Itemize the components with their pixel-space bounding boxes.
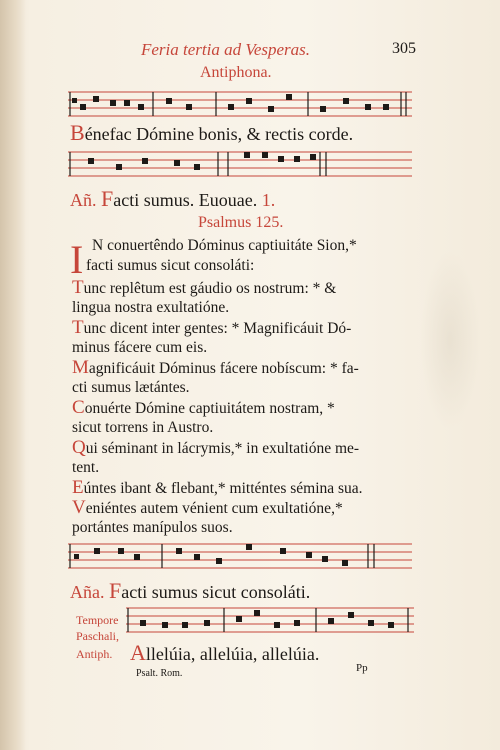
page-number: 305 <box>392 40 416 57</box>
paper-stain <box>420 250 480 430</box>
psalm-big-initial: I <box>70 237 84 282</box>
psalm-verse-line-10: sicut torrens in Austro. <box>72 419 214 436</box>
paschal-note-line-1: Tempore <box>76 613 119 627</box>
psalm-verse-line-12: tent. <box>72 459 100 476</box>
paschal-antiphon-initial: A <box>130 640 146 665</box>
psalm-verse-line-15: portántes manípulos suos. <box>72 519 233 536</box>
psalm-verse-text: unc replêtum est gáudio os nostrum: * & <box>83 280 337 297</box>
psalm-verse-initial: C <box>72 397 85 418</box>
psalm-verse-line-9 <box>72 398 335 419</box>
psalm-verse-initial: Q <box>72 437 86 458</box>
antiphon-1-line <box>70 122 353 145</box>
psalm-verse-line-14 <box>72 498 343 519</box>
psalm-verse-initial: T <box>72 277 84 298</box>
paschal-note-line-3: Antiph. <box>76 647 113 661</box>
psalm-verse-line-4: lingua nostra exultatióne. <box>72 299 230 316</box>
antiphon-3-initial: F <box>109 578 122 603</box>
psalm-verse-text: ui séminant in lácrymis,* in exultatióne me- <box>85 440 360 457</box>
psalm-verse-line-7 <box>72 358 359 379</box>
antiphon-1-text: énefac Dómine bonis, & rectis corde. <box>84 124 354 144</box>
paschal-note-line-2: Paschali, <box>76 629 119 643</box>
antiphona-heading: Antiphona. <box>200 64 272 81</box>
psalm-verse-line-3 <box>72 278 336 299</box>
psalm-verse-line-11 <box>72 438 359 459</box>
antiphon-2-text: acti sumus. Euouae. <box>113 190 258 210</box>
psalm-verse-line-6: minus fácere cum eis. <box>72 339 208 356</box>
psalm-verse-text: agnificáuit Dóminus fácere nobíscum: * fa- <box>88 360 359 377</box>
psalm-verse-initial: T <box>72 317 84 338</box>
paschal-antiphon-text: llelúia, allelúia, allelúia. <box>145 644 320 664</box>
antiphon-2-line <box>70 188 275 211</box>
antiphon-2-label: Añ. <box>70 190 97 210</box>
psalm-verse-line-2: facti sumus sicut consoláti: <box>86 257 255 274</box>
psalm-verse-text: úntes ibant & flebant,* mitténtes sémina sua. <box>83 480 363 497</box>
footer-signature-mark: Psalt. Rom. <box>136 668 183 679</box>
antiphon-2-initial: F <box>101 186 114 211</box>
music-staff-4 <box>126 604 414 638</box>
psalm-verse-line-1: N conuertêndo Dóminus captiuitáte Sion,* <box>92 237 357 254</box>
antiphon-3-line <box>70 580 310 603</box>
psalm-verse-text: onuérte Dómine captiuitátem nostram, * <box>84 400 335 417</box>
antiphon-3-text: acti sumus sicut consoláti. <box>121 582 311 602</box>
psalm-verse-text: eniéntes autem vénient cum exultatióne,* <box>85 500 343 517</box>
psalm-verse-initial: E <box>72 477 84 498</box>
paschal-antiphon-line <box>130 642 319 665</box>
music-staff-3 <box>68 540 412 574</box>
antiphon-3-label: Aña. <box>70 582 105 602</box>
psalm-verse-line-13 <box>72 478 363 499</box>
antiphon-2-mode: 1. <box>261 190 276 210</box>
page-header-title: Feria tertia ad Vesperas. <box>141 40 311 59</box>
footer-catchword: Pp <box>356 662 368 674</box>
psalm-verse-initial: M <box>72 357 89 378</box>
psalm-verse-initial: V <box>72 497 86 518</box>
psalm-verse-text: unc dicent inter gentes: * Magnificáuit Dó- <box>83 320 352 337</box>
music-staff-2 <box>68 148 412 182</box>
psalm-verse-line-8: cti sumus lætántes. <box>72 379 190 396</box>
antiphon-1-initial: B <box>70 120 85 145</box>
psalm-title: Psalmus 125. <box>198 214 284 231</box>
page-spine-shadow <box>0 0 26 750</box>
music-staff-1 <box>68 88 412 122</box>
psalm-verse-line-5 <box>72 318 351 339</box>
